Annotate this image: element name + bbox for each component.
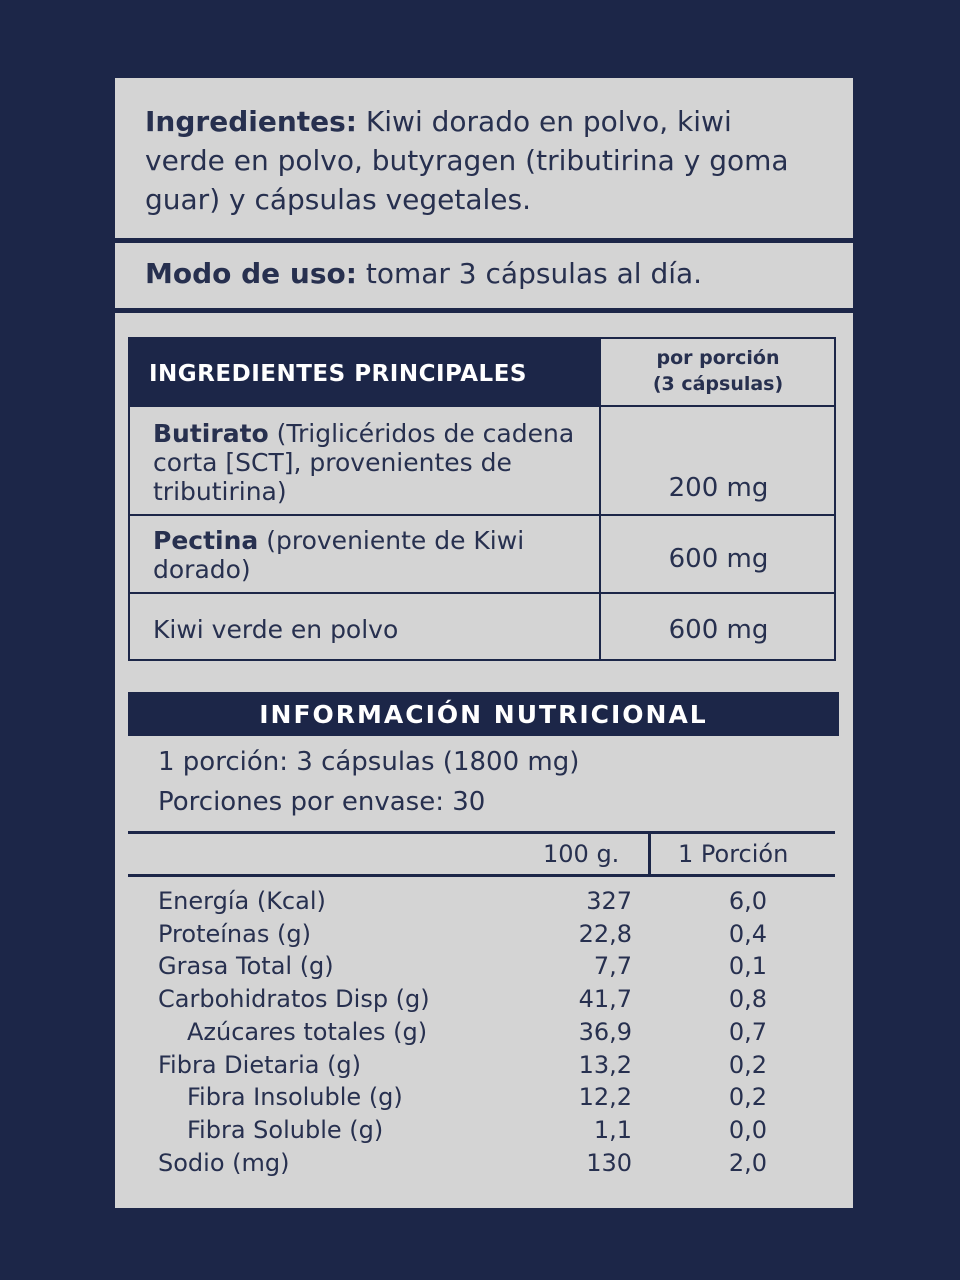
nutrition-row xyxy=(115,983,853,1016)
table-row-divider xyxy=(130,514,836,516)
ingredient-amount: 200 mg xyxy=(668,473,769,503)
nutrient-name: Fibra Dietaria (g) xyxy=(158,1050,362,1079)
nutrition-row xyxy=(115,950,853,983)
nutrition-row xyxy=(115,1049,853,1082)
nutrient-per-portion: 6,0 xyxy=(728,887,767,915)
nutrient-per-portion: 0,2 xyxy=(728,1083,767,1112)
nutrition-title: INFORMACIÓN NUTRICIONAL xyxy=(128,692,839,736)
nutrition-row xyxy=(115,1114,853,1147)
nutrient-per-100g: 1,1 xyxy=(593,1115,632,1144)
table-row-divider xyxy=(130,592,836,594)
ingredient-detail: (Triglicéridos de cadena corta [SCT], provenientes de tributirina) xyxy=(153,419,575,506)
column-header-portion: 1 Porción xyxy=(678,840,789,868)
usage-text xyxy=(145,254,702,294)
nutrition-row xyxy=(115,1081,853,1114)
divider xyxy=(115,238,853,243)
nutrient-name: Carbohidratos Disp (g) xyxy=(158,985,430,1014)
usage-instructions: tomar 3 cápsulas al día. xyxy=(356,257,703,290)
serving-size: 1 porción: 3 cápsulas (1800 mg) xyxy=(158,747,580,777)
portion-header-line1: por porción xyxy=(656,347,780,369)
nutrition-row xyxy=(115,918,853,951)
nutrient-per-portion: 2,0 xyxy=(728,1148,767,1177)
nutrition-label-panel xyxy=(115,78,853,1208)
nutrient-per-100g: 36,9 xyxy=(578,1017,632,1046)
ingredient-detail: Kiwi verde en polvo xyxy=(153,615,399,644)
divider xyxy=(115,308,853,313)
column-header-100g: 100 g. xyxy=(543,840,620,868)
nutrition-divider xyxy=(128,831,835,834)
nutrition-divider xyxy=(128,874,835,877)
portion-header xyxy=(600,339,836,407)
nutrient-per-100g: 130 xyxy=(586,1148,632,1177)
nutrition-row xyxy=(115,885,853,918)
nutrient-name: Proteínas (g) xyxy=(158,919,311,948)
nutrient-per-portion: 0,8 xyxy=(728,985,767,1014)
nutrient-name: Fibra Insoluble (g) xyxy=(187,1083,403,1112)
nutrition-row xyxy=(115,1147,853,1180)
nutrient-per-100g: 12,2 xyxy=(578,1083,632,1112)
ingredient-row-name xyxy=(153,419,583,506)
principal-ingredients-header: INGREDIENTES PRINCIPALES xyxy=(130,339,600,407)
principal-ingredients-table xyxy=(128,337,836,661)
ingredient-row-name xyxy=(153,526,583,584)
servings-per-container: Porciones por envase: 30 xyxy=(158,787,486,817)
nutrition-column-divider xyxy=(648,834,651,876)
nutrient-name: Fibra Soluble (g) xyxy=(187,1115,384,1144)
nutrient-name: Energía (Kcal) xyxy=(158,887,326,915)
nutrient-per-portion: 0,7 xyxy=(728,1017,767,1046)
table-row-divider xyxy=(130,405,836,407)
nutrient-per-portion: 0,2 xyxy=(728,1050,767,1079)
ingredient-name: Pectina xyxy=(153,526,259,555)
ingredients-label: Ingredientes: xyxy=(145,105,357,138)
ingredient-amount: 600 mg xyxy=(668,615,769,645)
ingredient-amount: 600 mg xyxy=(668,544,769,574)
nutrient-name: Sodio (mg) xyxy=(158,1148,290,1177)
usage-label: Modo de uso: xyxy=(145,257,357,290)
nutrient-name: Grasa Total (g) xyxy=(158,952,334,981)
nutrient-per-100g: 22,8 xyxy=(578,919,632,948)
ingredients-text xyxy=(145,102,805,219)
ingredient-detail: (proveniente de Kiwi dorado) xyxy=(153,526,525,584)
ingredients-list: Kiwi dorado en polvo, kiwi verde en polvo, butyragen (tributirina y goma guar) y cápsulas vegetales. xyxy=(145,105,789,216)
nutrient-per-portion: 0,4 xyxy=(728,919,767,948)
ingredient-name: Butirato xyxy=(153,419,269,448)
nutrient-per-portion: 0,0 xyxy=(728,1115,767,1144)
ingredient-row-name xyxy=(153,615,583,644)
nutrient-per-portion: 0,1 xyxy=(728,952,767,981)
nutrient-per-100g: 41,7 xyxy=(578,985,632,1014)
nutrition-row xyxy=(115,1016,853,1049)
portion-header-line2: (3 cápsulas) xyxy=(652,373,784,395)
nutrient-name: Azúcares totales (g) xyxy=(187,1017,428,1046)
nutrient-per-100g: 13,2 xyxy=(578,1050,632,1079)
nutrient-per-100g: 7,7 xyxy=(593,952,632,981)
nutrient-per-100g: 327 xyxy=(586,887,632,915)
